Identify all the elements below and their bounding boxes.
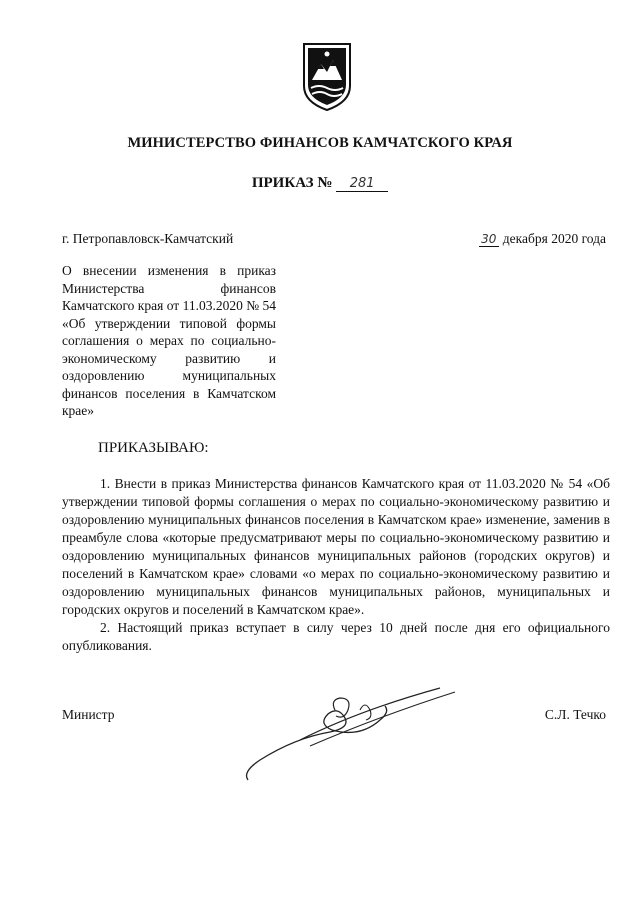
paragraph-2: 2. Настоящий приказ вступает в силу через 10 дней после дня его официального опубликования. <box>62 620 610 653</box>
city-name: г. Петропавловск-Камчатский <box>62 231 234 246</box>
date-month-year: декабря 2020 года <box>502 231 606 246</box>
order-subject: О внесении изменения в приказ Министерства финансов Камчатского края от 11.03.2020 № 54 «Об утверждении типовой формы соглашения о мерах по социально-экономическому развитию и оздоровлению муниципальных финансов поселения в Камчатском крае» <box>62 263 276 418</box>
signer-name: С.Л. Течко <box>544 707 606 722</box>
order-date <box>479 231 606 247</box>
date-day: 30 <box>479 232 499 247</box>
ministry-title: МИНИСТЕРСТВО ФИНАНСОВ КАМЧАТСКОГО КРАЯ <box>127 135 513 151</box>
signer-title: Министр <box>62 707 115 722</box>
coat-of-arms-icon <box>300 40 354 112</box>
order-number: 281 <box>336 176 388 192</box>
decree-word: ПРИКАЗЫВАЮ: <box>98 440 209 456</box>
signature-icon <box>240 680 470 790</box>
order-heading <box>0 175 640 192</box>
order-body <box>62 475 610 655</box>
order-label: ПРИКАЗ № <box>251 175 333 191</box>
paragraph-1: 1. Внести в приказ Министерства финансов Камчатского края от 11.03.2020 № 54 «Об утверждении типовой формы соглашения о мерах по социально-экономическому развитию и оздоровлению муниципальных финансов поселения в Камчатском крае» изменение, заменив в преамбуле слова «которые предусматривают меры по социально-экономическому развитию и оздоровлению муниципальных финансов муниципальных районов (городских округов) и поселений в Камчатском крае» словами «о мерах по социально-экономическому развитию и оздоровлению муниципальных финансов муниципальных районов, муниципальных и городских округов и поселений в Камчатском крае». <box>62 476 610 617</box>
